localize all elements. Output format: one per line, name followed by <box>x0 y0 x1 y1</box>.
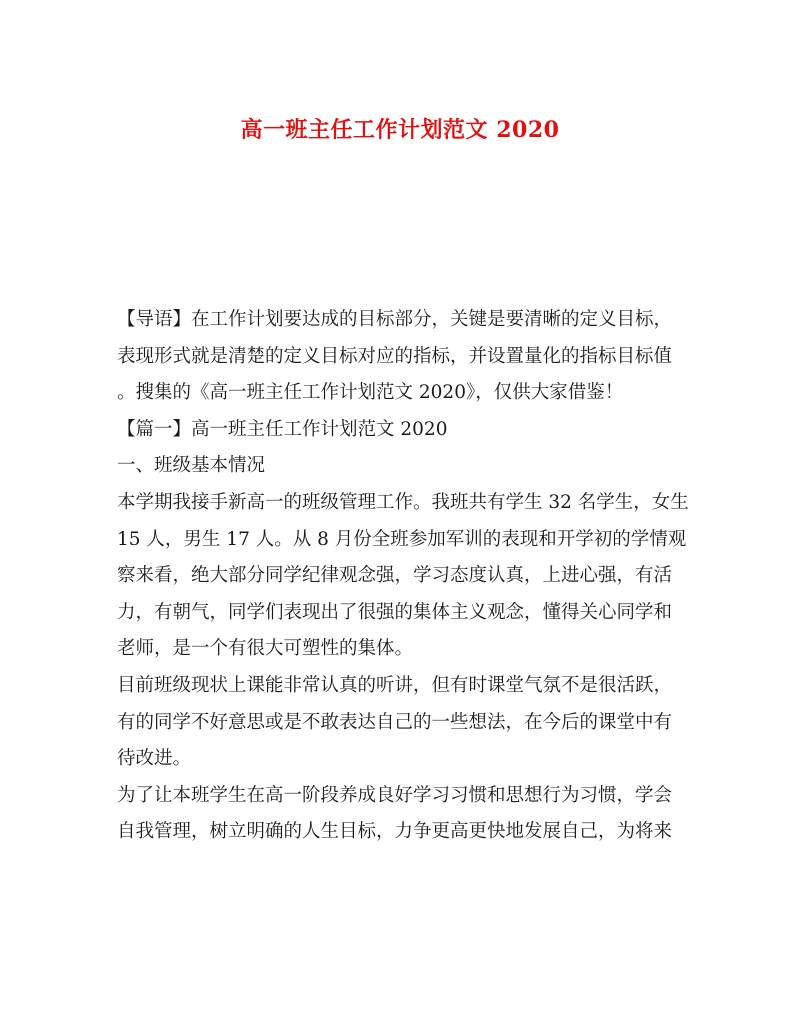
text-line-intro-3: 。搜集的《高一班主任工作计划范文 2020》，仅供大家借鉴！ <box>117 382 624 404</box>
text-line-para1-2: 15 人，男生 17 人。从 8 月份全班参加军训的表现和开学初的学情观 <box>117 528 687 550</box>
text-line-intro-1: 【导语】在工作计划要达成的目标部分，关键是要清晰的定义目标， <box>117 309 673 330</box>
text-line-para3-1: 为了让本班学生在高一阶段养成良好学习习惯和思想行为习惯，学会 <box>117 784 673 806</box>
text-line-para2-2: 有的同学不好意思或是不敢表达自己的一些想法，在今后的课堂中有 <box>117 711 673 733</box>
text-line-para1-1: 本学期我接手新高一的班级管理工作。我班共有学生 32 名学生，女生 <box>117 491 689 513</box>
text-line-para3-2: 自我管理，树立明确的人生目标，力争更高更快地发展自己，为将来 <box>117 821 673 843</box>
document-title: 高一班主任工作计划范文 2020 <box>240 117 560 143</box>
text-line-para1-3: 察来看，绝大部分同学纪律观念强，学习态度认真，上进心强，有活 <box>117 565 673 587</box>
text-line-intro-2: 表现形式就是清楚的定义目标对应的指标，并设置量化的指标目标值 <box>117 345 673 367</box>
text-line-para2-1: 目前班级现状上课能非常认真的听讲，但有时课堂气氛不是很活跃， <box>117 674 673 696</box>
text-line-para2-3: 待改进。 <box>117 748 192 770</box>
subsection-heading-class-situation: 一、班级基本情况 <box>117 455 266 477</box>
section-heading-part-one: 【篇一】高一班主任工作计划范文 2020 <box>117 418 448 440</box>
document-body <box>117 302 687 851</box>
text-line-para1-4: 力，有朝气，同学们表现出了很强的集体主义观念，懂得关心同学和 <box>117 601 673 623</box>
text-line-para1-5: 老师，是一个有很大可塑性的集体。 <box>117 638 414 660</box>
